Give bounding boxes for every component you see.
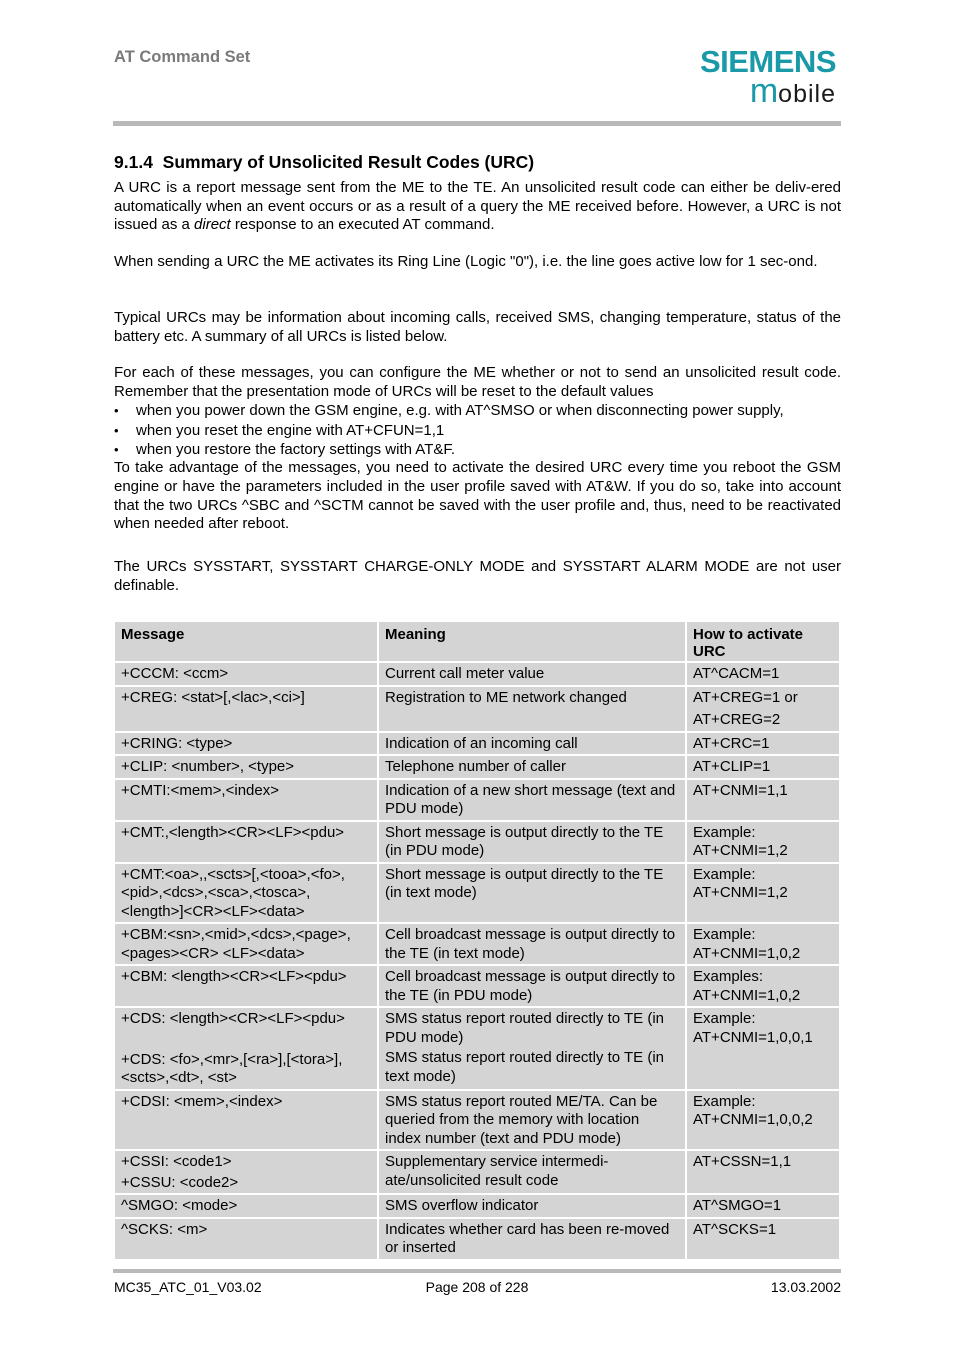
cell-message bbox=[114, 1150, 378, 1194]
cell-meaning: Indication of an incoming call bbox=[378, 732, 686, 756]
table-row bbox=[114, 662, 840, 686]
activate-line: AT+CNMI=1,0,0,2 bbox=[693, 1111, 813, 1128]
urc-summary-table bbox=[113, 620, 841, 1261]
cell-meaning bbox=[378, 1007, 686, 1090]
activate-line: AT+CREG=1 or bbox=[693, 688, 798, 706]
table-row bbox=[114, 923, 840, 965]
cell-meaning: SMS overflow indicator bbox=[378, 1194, 686, 1218]
activate-line: Example: bbox=[693, 865, 756, 883]
activate-line: Example: bbox=[693, 1010, 756, 1027]
p5-text: The URCs SYSSTART, SYSSTART CHARGE-ONLY MODE and SYSSTART ALARM MODE are not user definable. bbox=[114, 558, 841, 594]
activate-line: AT+CNMI=1,2 bbox=[693, 884, 788, 901]
logo-obile: obile bbox=[778, 80, 836, 108]
table-row bbox=[114, 863, 840, 924]
p1-emphasis: direct bbox=[194, 216, 231, 234]
section-heading bbox=[114, 152, 534, 173]
cell-activate bbox=[686, 1007, 840, 1090]
cell-activate: AT+CSSN=1,1 bbox=[686, 1150, 840, 1194]
list-item: • when you power down the GSM engine, e.g. with AT^SMSO or when disconnecting power supply, bbox=[114, 401, 841, 420]
section-number: 9.1.4 bbox=[114, 152, 153, 172]
cell-message: +CMTI:<mem>,<index> bbox=[114, 779, 378, 821]
table-row bbox=[114, 965, 840, 1007]
p3-text: Typical URCs may be information about incoming calls, received SMS, changing temperature, status of the battery etc. A summary of all URCs is listed below. bbox=[114, 309, 841, 345]
activate-line: AT+CNMI=1,0,2 bbox=[693, 986, 801, 1004]
cell-activate bbox=[686, 821, 840, 863]
reset-conditions-list bbox=[114, 401, 841, 459]
table-row bbox=[114, 1150, 840, 1194]
cell-activate bbox=[686, 965, 840, 1007]
cell-activate bbox=[686, 1090, 840, 1151]
logo-wordmark: SIEMENS bbox=[699, 44, 836, 79]
cell-activate bbox=[686, 923, 840, 965]
table-row bbox=[114, 1194, 840, 1218]
activate-line: AT+CNMI=1,0,0,1 bbox=[693, 1028, 813, 1046]
paragraph-urc-definition bbox=[114, 179, 841, 235]
cell-activate: AT+CRC=1 bbox=[686, 732, 840, 756]
message-line: +CSSI: <code1> bbox=[121, 1153, 232, 1170]
activate-line: AT+CNMI=1,2 bbox=[693, 842, 788, 859]
footer-doc-id: MC35_ATC_01_V03.02 bbox=[114, 1279, 262, 1295]
header-meaning: Meaning bbox=[378, 621, 686, 662]
cell-message bbox=[114, 1007, 378, 1090]
logo-m: m bbox=[749, 72, 779, 110]
footer-rule bbox=[113, 1269, 841, 1273]
siemens-mobile-logo bbox=[692, 44, 838, 110]
p2-text: When sending a URC the ME activates its Ring Line (Logic "0"), i.e. the line goes active low for 1 sec-ond. bbox=[114, 253, 818, 270]
message-line: +CDS: <length><CR><LF><pdu> bbox=[121, 1010, 345, 1027]
p1-text-a: A URC is a report message sent from the ME to the TE. An unsolicited result code can either be deliv-ered automatically when an event occurs or as a result of a query the ME received before. However, a URC is not issued as a bbox=[114, 179, 841, 234]
p4-intro: For each of these messages, you can configure the ME whether or not to send an unsolicited result code. Remember that the presentation mode of URCs will be reset to the default values bbox=[114, 364, 841, 400]
list-item: • when you restore the factory settings with AT&F. bbox=[114, 440, 841, 459]
cell-meaning: Cell broadcast message is output directly to the TE (in text mode) bbox=[378, 923, 686, 965]
logo-mobile bbox=[749, 72, 836, 113]
table-header-row bbox=[114, 621, 840, 662]
section-title: Summary of Unsolicited Result Codes (URC) bbox=[162, 152, 535, 172]
cell-message: +CREG: <stat>[,<lac>,<ci>] bbox=[114, 686, 378, 732]
activate-line: Example: bbox=[693, 926, 756, 943]
activate-line: Examples: bbox=[693, 968, 764, 985]
paragraph-sysstart bbox=[114, 558, 841, 595]
activate-line: AT+CREG=2 bbox=[693, 711, 781, 728]
cell-message: +CBM: <length><CR><LF><pdu> bbox=[114, 965, 378, 1007]
cell-meaning: Supplementary service intermedi-ate/unsolicited result code bbox=[378, 1150, 686, 1194]
cell-meaning: Indicates whether card has been re-moved or inserted bbox=[378, 1218, 686, 1260]
cell-message: +CCCM: <ccm> bbox=[114, 662, 378, 686]
paragraph-typical-urcs bbox=[114, 309, 841, 346]
activate-line: AT+CNMI=1,0,2 bbox=[693, 944, 801, 962]
activate-line: Example: bbox=[693, 823, 756, 841]
cell-activate: AT^SMGO=1 bbox=[686, 1194, 840, 1218]
meaning-line: SMS status report routed directly to TE (in text mode) bbox=[385, 1049, 665, 1085]
paragraph-configuration bbox=[114, 364, 841, 534]
header-title: AT Command Set bbox=[114, 48, 251, 66]
p1-text-b: response to an executed AT command. bbox=[230, 216, 495, 234]
cell-activate bbox=[686, 686, 840, 732]
cell-message: +CMT:,<length><CR><LF><pdu> bbox=[114, 821, 378, 863]
header-how-to-activate: How to activate URC bbox=[686, 621, 840, 662]
cell-message: ^SMGO: <mode> bbox=[114, 1194, 378, 1218]
cell-meaning: Short message is output directly to the TE (in PDU mode) bbox=[378, 821, 686, 863]
cell-message: ^SCKS: <m> bbox=[114, 1218, 378, 1260]
activate-line: Example: bbox=[693, 1092, 756, 1110]
cell-message: +CMT:<oa>,,<scts>[,<tooa>,<fo>, <pid>,<dcs>,<sca>,<tosca>, <length>]<CR><LF><data> bbox=[114, 863, 378, 924]
cell-activate: AT^SCKS=1 bbox=[686, 1218, 840, 1260]
table-row bbox=[114, 732, 840, 756]
cell-meaning: Telephone number of caller bbox=[378, 755, 686, 779]
table-row bbox=[114, 1007, 840, 1090]
cell-activate bbox=[686, 863, 840, 924]
cell-message: +CRING: <type> bbox=[114, 732, 378, 756]
footer-date: 13.03.2002 bbox=[770, 1279, 841, 1295]
cell-meaning: Cell broadcast message is output directly to the TE (in PDU mode) bbox=[378, 965, 686, 1007]
header-rule bbox=[113, 121, 841, 126]
table-row bbox=[114, 821, 840, 863]
list-item: • when you reset the engine with AT+CFUN=1,1 bbox=[114, 421, 841, 440]
cell-meaning: Indication of a new short message (text and PDU mode) bbox=[378, 779, 686, 821]
table-row bbox=[114, 1090, 840, 1151]
cell-activate: AT+CNMI=1,1 bbox=[686, 779, 840, 821]
header-message: Message bbox=[114, 621, 378, 662]
cell-activate: AT^CACM=1 bbox=[686, 662, 840, 686]
cell-message: +CBM:<sn>,<mid>,<dcs>,<page>, <pages><CR> <LF><data> bbox=[114, 923, 378, 965]
cell-message: +CLIP: <number>, <type> bbox=[114, 755, 378, 779]
message-line: +CDS: <fo>,<mr>,[<ra>],[<tora>], <scts>,<dt>, <st> bbox=[121, 1050, 343, 1086]
cell-meaning: Registration to ME network changed bbox=[378, 686, 686, 732]
cell-activate: AT+CLIP=1 bbox=[686, 755, 840, 779]
cell-message: +CDSI: <mem>,<index> bbox=[114, 1090, 378, 1151]
table-row bbox=[114, 755, 840, 779]
message-gap bbox=[121, 1029, 371, 1043]
cell-meaning: Short message is output directly to the TE (in text mode) bbox=[378, 863, 686, 924]
table-row bbox=[114, 686, 840, 732]
paragraph-ring-line bbox=[114, 253, 841, 272]
message-line: +CSSU: <code2> bbox=[121, 1173, 239, 1191]
cell-meaning: SMS status report routed ME/TA. Can be queried from the memory with location index number (text and PDU mode) bbox=[378, 1090, 686, 1151]
p4-after: To take advantage of the messages, you need to activate the desired URC every time you reboot the GSM engine or have the parameters included in the user profile saved with AT&W. If you do so, take into account that the two URCs ^SBC and ^SCTM cannot be saved with the user profile and, thus, need to be reactivated when needed after reboot. bbox=[114, 459, 841, 533]
cell-meaning: Current call meter value bbox=[378, 662, 686, 686]
table-row bbox=[114, 779, 840, 821]
table-row bbox=[114, 1218, 840, 1260]
footer-page-number: Page 208 of 228 bbox=[425, 1279, 529, 1295]
meaning-line: SMS status report routed directly to TE (in PDU mode) bbox=[385, 1010, 665, 1046]
